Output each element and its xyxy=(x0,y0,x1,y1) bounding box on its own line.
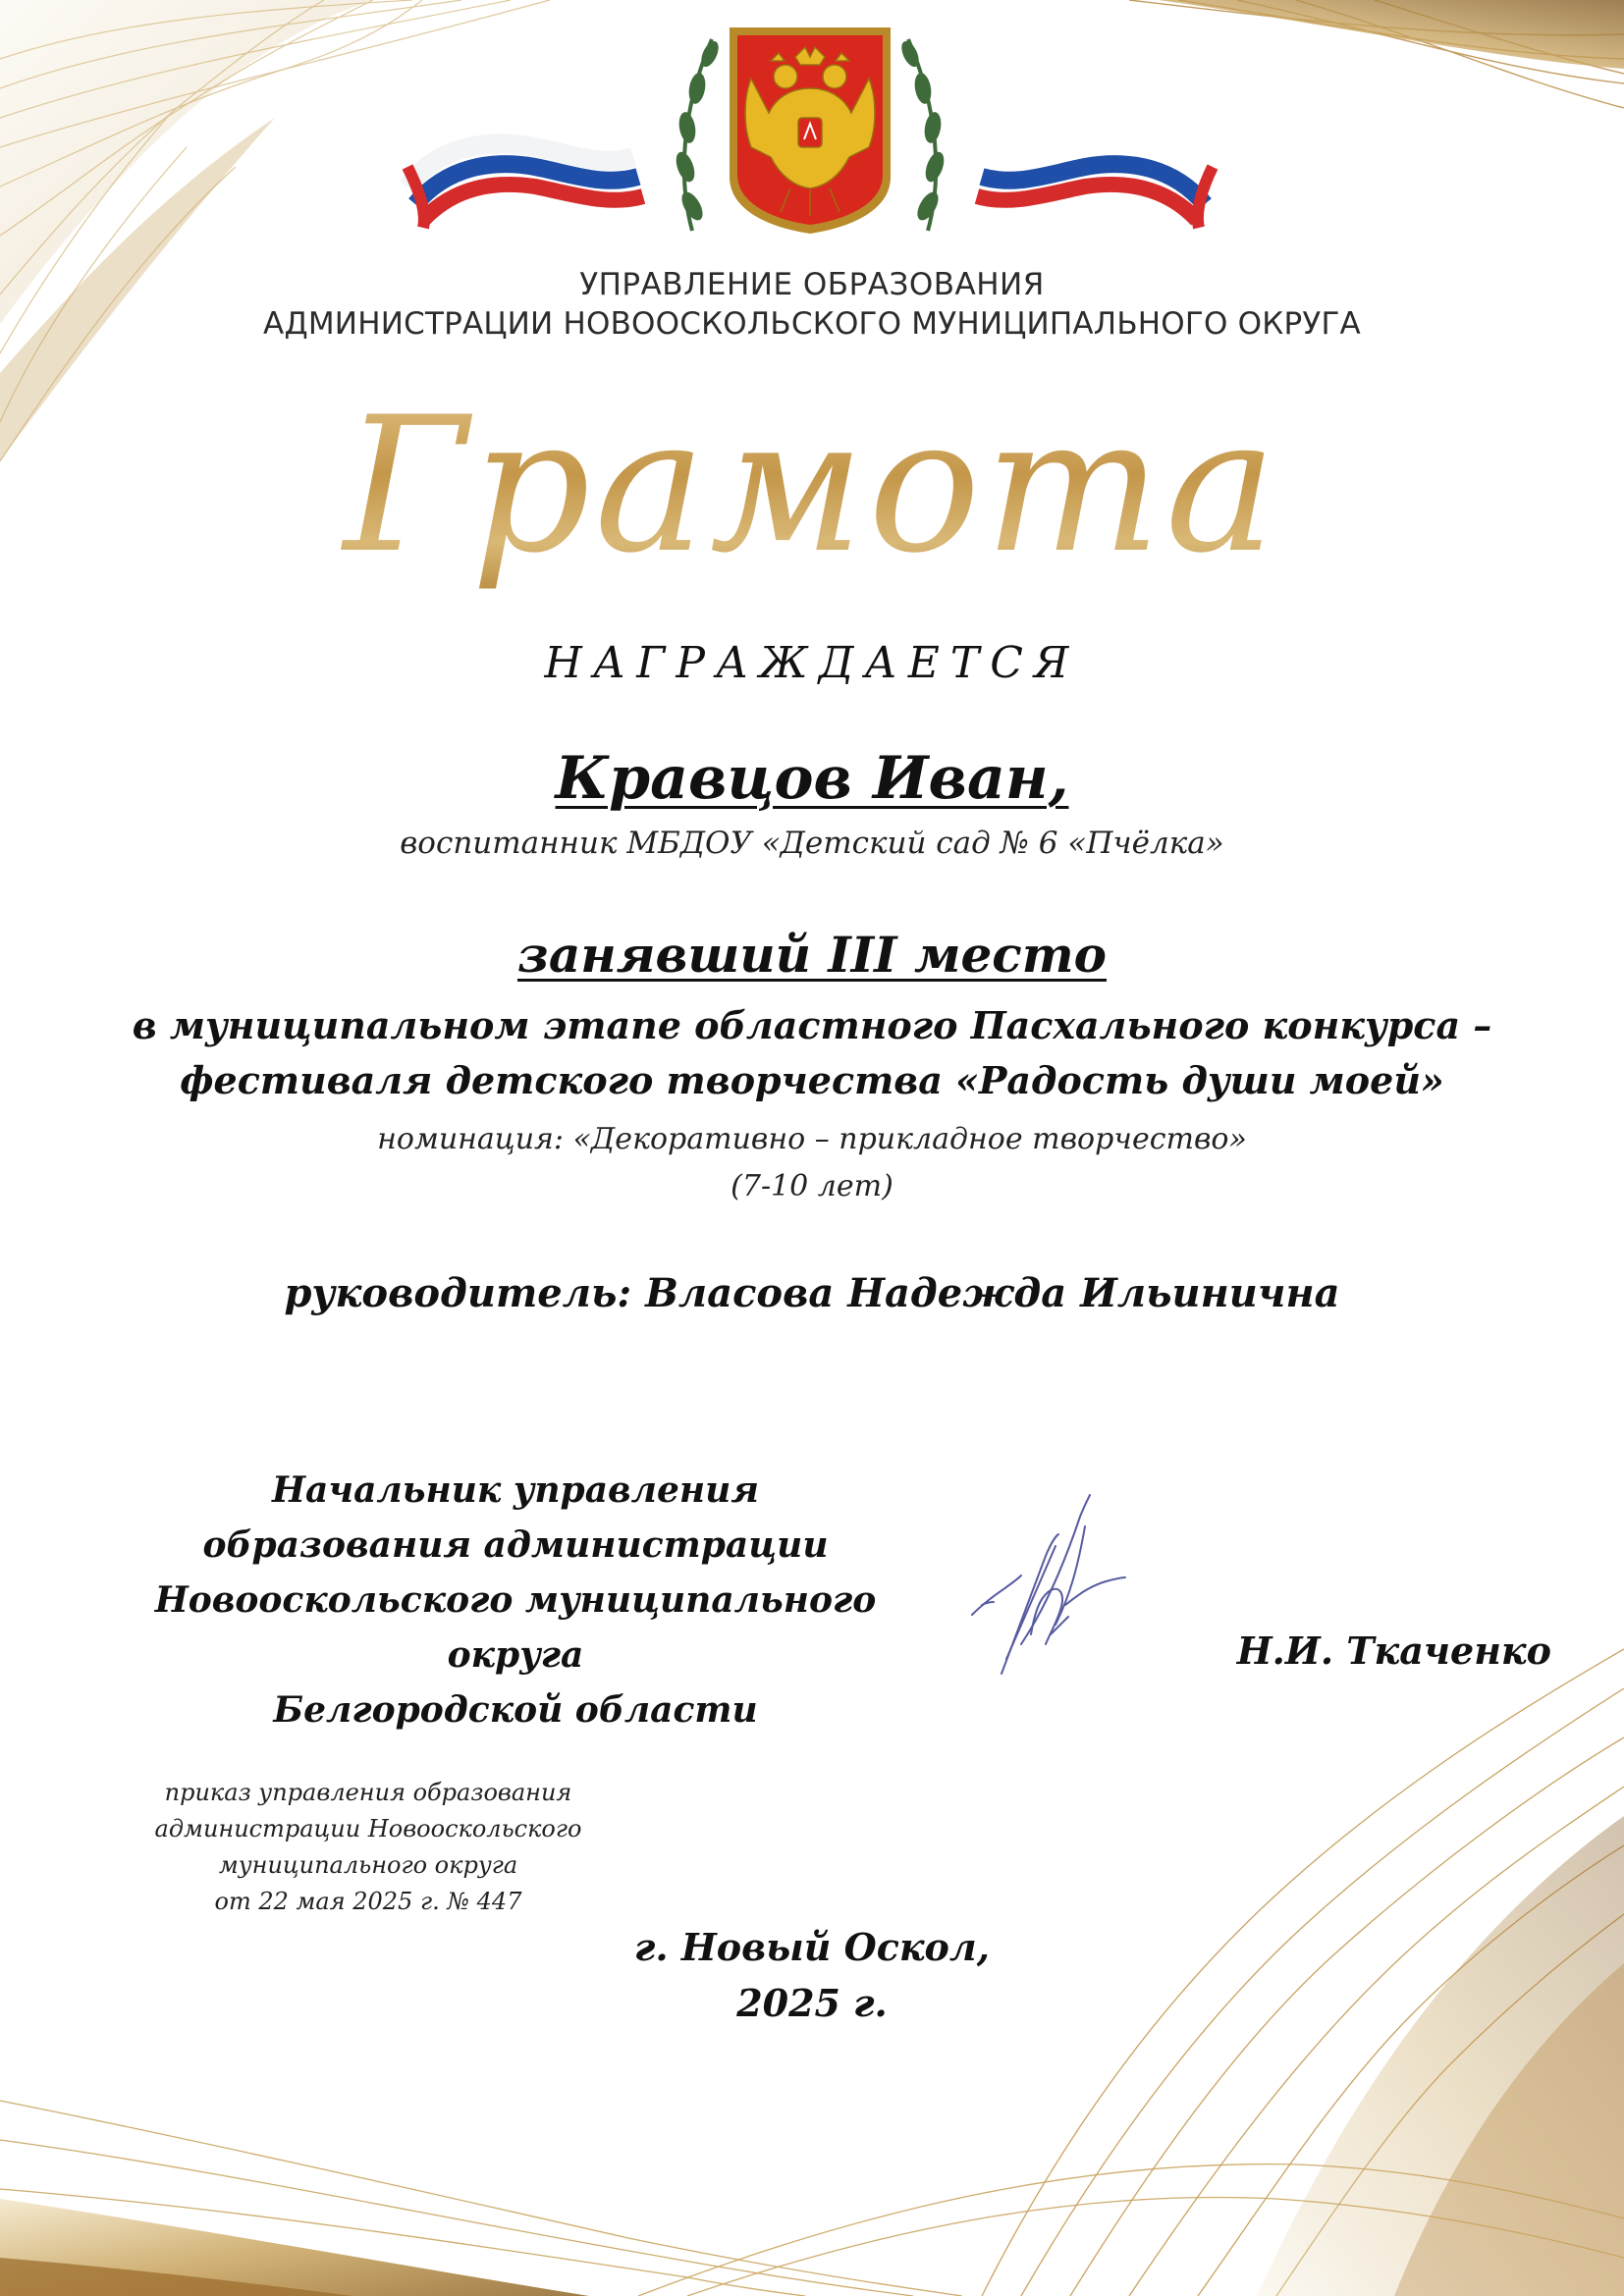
place-text: занявший III место xyxy=(516,926,1108,984)
recipient-info: воспитанник МБДОУ «Детский сад № 6 «Пчёлка» xyxy=(400,826,1224,861)
order-line-3: муниципального округа xyxy=(218,1851,518,1879)
position-line-4: Белгородской области xyxy=(273,1689,758,1731)
position-line-1: Начальник управления xyxy=(272,1469,759,1511)
order-line-4: от 22 мая 2025 г. № 447 xyxy=(214,1888,522,1915)
contest-line-1: в муниципальном этапе областного Пасхального конкурса – xyxy=(132,1003,1492,1047)
order-reference xyxy=(147,1775,589,1920)
position-line-2: образования администрации xyxy=(202,1524,829,1566)
year: 2025 г. xyxy=(736,1981,888,2025)
nomination: номинация: «Декоративно – прикладное творчество» xyxy=(377,1122,1247,1156)
signer-position xyxy=(118,1463,913,1737)
org-line-1: УПРАВЛЕНИЕ ОБРАЗОВАНИЯ xyxy=(579,267,1045,302)
city: г. Новый Оскол, xyxy=(634,1925,990,1969)
handwritten-signature-icon xyxy=(962,1487,1129,1688)
position-line-3: Новооскольского муниципального округа xyxy=(154,1579,877,1676)
order-line-1: приказ управления образования xyxy=(164,1779,572,1806)
russian-coat-of-arms-icon xyxy=(398,20,1222,255)
recipient-name-text: Кравцов Иван, xyxy=(555,744,1069,813)
contest-line-2: фестиваля детского творчества «Радость души моей» xyxy=(180,1058,1444,1102)
organization-header xyxy=(0,265,1624,344)
bottom-left-wave xyxy=(0,2101,1624,2296)
order-line-2: администрации Новооскольского xyxy=(154,1815,582,1842)
leader: руководитель: Власова Надежда Ильинична xyxy=(284,1270,1340,1316)
age-group: (7-10 лет) xyxy=(731,1169,893,1203)
awarded-heading: НАГРАЖДАЕТСЯ xyxy=(544,638,1080,688)
tricolor-ribbon-left xyxy=(407,143,643,228)
tricolor-ribbon-right xyxy=(977,143,1213,228)
certificate-title: Грамота xyxy=(0,373,1624,599)
recipient-name xyxy=(0,741,1624,816)
signer-name: Н.И. Ткаченко xyxy=(1236,1629,1551,1673)
org-line-2: АДМИНИСТРАЦИИ НОВООСКОЛЬСКОГО МУНИЦИПАЛЬНОГО ОКРУГА xyxy=(263,306,1361,342)
place-line xyxy=(0,923,1624,988)
